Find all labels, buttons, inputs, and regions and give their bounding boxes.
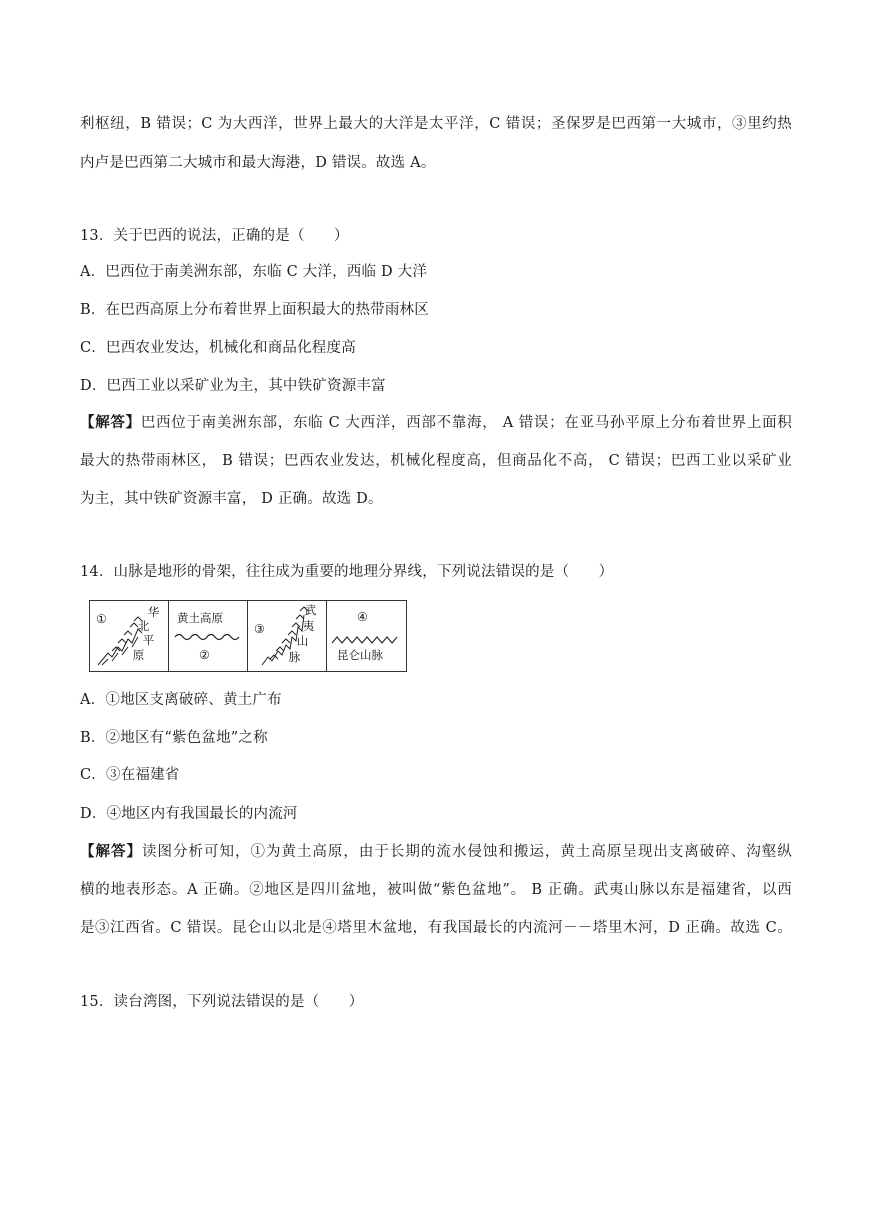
panel4-number: ④ [357,610,368,624]
q14-answer-line-3: 是③江西省。C 错误。昆仑山以北是④塔里木盆地，有我国最长的内流河－－塔里木河，D 正确。故选 C。 [80,920,792,936]
q14-answer-line-1 [80,842,792,862]
panel3-label-char-3: 山 [296,634,309,648]
answer-tag: 【解答】 [80,414,141,431]
q13-stem: 13．关于巴西的说法，正确的是（ ） [80,228,349,244]
q13-option-b: B．在巴西高原上分布着世界上面积最大的热带雨林区 [80,302,429,318]
mountain-ridge-icon [330,633,400,647]
panel3-number: ③ [254,622,265,636]
q13-answer-text-1: 巴西位于南美洲东部，东临 C 大西洋，西部不靠海， A 错误；在亚马孙平原上分布着世界上面积 [140,415,792,431]
figure-panel-3 [248,601,327,671]
answer-tag: 【解答】 [80,843,142,860]
panel2-number: ② [199,648,210,662]
panel1-label-char-1: 华 [147,605,160,619]
panel4-label: 昆仑山脉 [337,648,383,662]
panel3-label-char-1: 武 [304,603,317,617]
q13-answer-line-1 [80,413,792,433]
q14-option-d: D．④地区内有我国最长的内流河 [80,806,298,822]
figure-panel-1 [90,601,169,671]
panel1-label-char-3: 平 [142,633,155,647]
q14-option-c: C．③在福建省 [80,767,180,783]
q14-answer-text-1: 读图分析可知，①为黄土高原，由于长期的流水侵蚀和搬运，黄土高原呈现出支离破碎、沟壑纵 [141,844,792,860]
q13-answer-line-2: 最大的热带雨林区， B 错误；巴西农业发达，机械化程度高，但商品化不高， C 错误；巴西工业以采矿业 [80,453,792,469]
panel3-label-char-4: 脉 [288,650,301,664]
q14-stem: 14．山脉是地形的骨架，往往成为重要的地理分界线，下列说法错误的是（ ） [80,564,614,580]
q14-answer-line-2: 横的地表形态。A 正确。②地区是四川盆地，被叫做“紫色盆地”。 B 正确。武夷山脉以东是福建省，以西 [80,882,792,898]
panel1-label-char-2: 北 [137,619,150,633]
plateau-line-icon [173,631,243,641]
panel1-number: ① [96,612,107,626]
q13-option-c: C．巴西农业发达，机械化和商品化程度高 [80,340,356,356]
q12-answer-line-2: 内卢是巴西第二大城市和最大海港，D 错误。故选 A。 [80,155,436,171]
q14-option-b: B．②地区有“紫色盆地”之称 [80,730,268,746]
q14-terrain-figure [89,600,407,672]
q13-answer-line-3: 为主，其中铁矿资源丰富， D 正确。故选 D。 [80,491,383,507]
figure-panel-2 [169,601,248,671]
q12-answer-line-1: 利枢纽，B 错误；C 为大西洋，世界上最大的大洋是太平洋，C 错误；圣保罗是巴西第一大城市，③里约热 [80,116,792,132]
q13-option-a: A．巴西位于南美洲东部，东临 C 大洋，西临 D 大洋 [80,264,428,280]
q13-option-d: D．巴西工业以采矿业为主，其中铁矿资源丰富 [80,378,386,394]
q14-option-a: A．①地区支离破碎、黄土广布 [80,692,282,708]
panel3-label-char-2: 夷 [302,619,315,633]
panel2-label: 黄土高原 [177,611,223,625]
panel1-label-char-4: 原 [132,648,145,662]
q15-stem: 15．读台湾图，下列说法错误的是（ ） [80,994,364,1010]
figure-panel-4 [327,601,406,671]
